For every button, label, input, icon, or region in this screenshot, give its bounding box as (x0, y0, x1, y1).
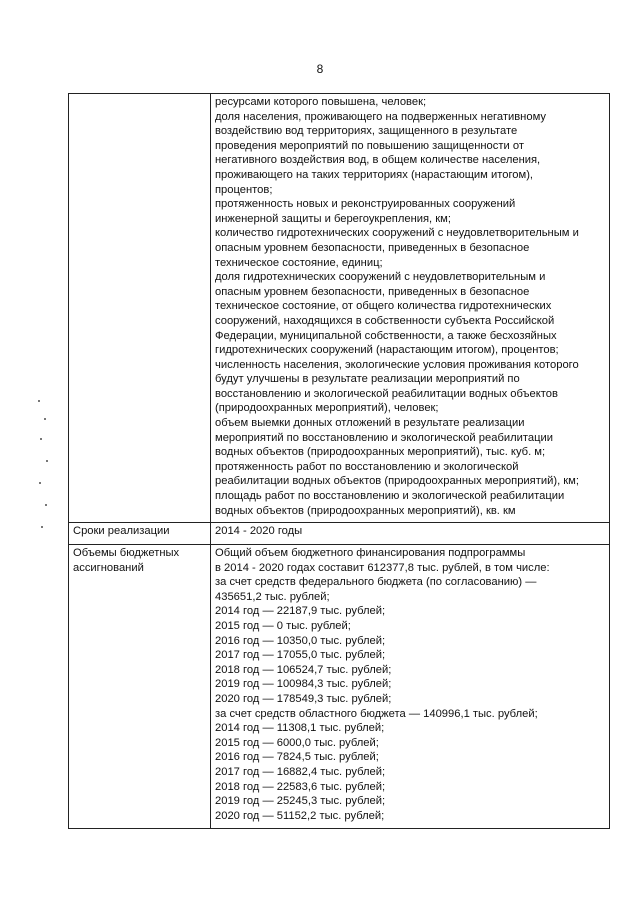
row-label-cell (69, 94, 211, 523)
row-content-cell (211, 94, 610, 523)
content-line: доля гидротехнических сооружений с неудовлетворительным и (215, 271, 546, 284)
row-label-cell (69, 523, 211, 545)
content-line: 2014 год — 22187,9 тыс. рублей; (215, 605, 386, 618)
content-line: 2014 - 2020 годы (215, 525, 303, 537)
content-line: 2019 год — 100984,3 тыс. рублей; (215, 678, 392, 691)
content-line: 2019 год — 25245,3 тыс. рублей; (215, 795, 386, 808)
content-line: количество гидротехнических сооружений с неудовлетворительным и (215, 227, 579, 240)
content-line: 2020 год — 178549,3 тыс. рублей; (215, 692, 392, 705)
content-line: будут улучшены в результате реализации мероприятий по (215, 373, 520, 386)
content-line: техническое состояние, от общего количества гидротехнических (215, 300, 552, 313)
content-line: (природоохранных мероприятий), человек; (215, 402, 439, 415)
passport-table (68, 93, 610, 829)
content-line: Федерации, муниципальной собственности, а также бесхозяйных (215, 329, 557, 342)
content-line: 2014 год — 11308,1 тыс. рублей; (215, 722, 385, 735)
content-line: в 2014 - 2020 годах составит 612377,8 тыс. рублей, в том числе: (215, 561, 550, 574)
content-line: 2016 год — 10350,0 тыс. рублей; (215, 634, 386, 647)
content-line: ресурсами которого повышена, человек; (215, 96, 427, 108)
content-line: техническое состояние, единиц; (215, 256, 383, 269)
content-line: протяженность новых и реконструированных сооружений (215, 198, 516, 211)
content-line: площадь работ по восстановлению и экологической реабилитации (215, 490, 565, 503)
content-line: водных объектов (природоохранных мероприятий), кв. км (215, 504, 516, 517)
content-line: негативного воздействия вод, в общем количестве населения, (215, 154, 541, 167)
page-number: 8 (316, 62, 324, 76)
content-line: 2017 год — 17055,0 тыс. рублей; (215, 649, 386, 662)
content-line: восстановлению и экологической реабилитации водных объектов (215, 387, 558, 400)
content-line: объем выемки донных отложений в результате реализации (215, 417, 525, 430)
content-line: реабилитации водных объектов (природоохранных мероприятий), км; (215, 475, 579, 488)
content-line: за счет средств федерального бюджета (по согласованию) — (215, 576, 537, 589)
content-line: 2018 год — 22583,6 тыс. рублей; (215, 780, 386, 793)
content-line: за счет средств областного бюджета — 140996,1 тыс. рублей; (215, 707, 538, 720)
content-line: Общий объем бюджетного финансирования подпрограммы (215, 547, 526, 559)
content-line: процентов; (215, 183, 273, 196)
content-line: проведения мероприятий по повышению защищенности от (215, 139, 524, 152)
row-label: Сроки реализации (73, 525, 170, 537)
content-line: 2020 год — 51152,2 тыс. рублей; (215, 809, 385, 822)
implementation-period-row (69, 523, 610, 545)
content-line: численность населения, экологические условия проживания которого (215, 358, 579, 371)
content-line: инженерной защиты и берегоукрепления, км; (215, 212, 451, 225)
content-line: мероприятий по восстановлению и экологической реабилитации (215, 431, 554, 444)
row-content-cell (211, 545, 610, 829)
row-label: Объемы бюджетных ассигнований (73, 547, 180, 574)
content-line: гидротехнических сооружений (нарастающим итогом), процентов; (215, 344, 559, 357)
content-line: протяженность работ по восстановлению и экологической (215, 460, 519, 473)
content-line: 2015 год — 6000,0 тыс. рублей; (215, 736, 379, 749)
content-line: водных объектов (природоохранных мероприятий), тыс. куб. м; (215, 446, 546, 459)
scan-artifact-marks (36, 400, 50, 550)
content-line: проживающего на таких территориях (нарастающим итогом), (215, 168, 534, 181)
content-line: опасным уровнем безопасности, приведенных в безопасное (215, 285, 530, 298)
row-label-cell (69, 545, 211, 829)
content-line: доля населения, проживающего на подверженных негативному (215, 110, 546, 123)
content-line: сооружений, находящихся в собственности субъекта Российской (215, 314, 555, 327)
content-line: 435651,2 тыс. рублей; (215, 590, 330, 603)
content-line: опасным уровнем безопасности, приведенных в безопасное (215, 241, 530, 254)
row-content-cell (211, 523, 610, 545)
content-line: 2015 год — 0 тыс. рублей; (215, 619, 351, 632)
content-line: 2016 год — 7824,5 тыс. рублей; (215, 751, 379, 764)
indicators-row (69, 94, 610, 523)
budget-allocations-row (69, 545, 610, 829)
content-line: 2018 год — 106524,7 тыс. рублей; (215, 663, 392, 676)
content-line: 2017 год — 16882,4 тыс. рублей; (215, 765, 386, 778)
content-line: воздействию вод территориях, защищенного в результате (215, 125, 518, 138)
